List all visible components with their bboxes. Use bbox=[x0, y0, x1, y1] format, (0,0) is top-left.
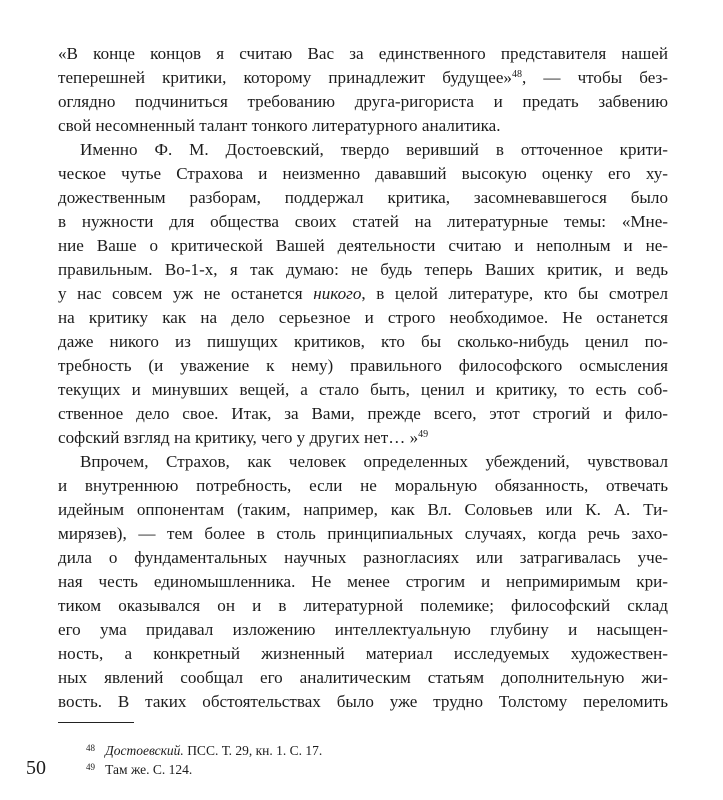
text-line bbox=[58, 426, 668, 450]
footnote-49 bbox=[86, 758, 192, 779]
page-number: 50 bbox=[26, 757, 46, 779]
footnote-ref-49[interactable]: 49 bbox=[418, 429, 429, 440]
text-line: на критику как на дело серьезное и строго необходимое. Не останется bbox=[58, 308, 668, 327]
text-line: Впрочем, Страхов, как человек определенных убеждений, чувствовал bbox=[80, 452, 668, 471]
text-fragment: у нас совсем уж не останется bbox=[58, 284, 314, 303]
text-line: вость. В таких обстоятельствах было уже трудно Толстому переломить bbox=[58, 692, 668, 711]
footnote-text: ПСС. Т. 29, кн. 1. С. 17. bbox=[183, 743, 323, 758]
text-line: в нужности для общества своих статей на литературные темы: «Мне- bbox=[58, 212, 668, 231]
text-line: его ума придавал изложению интеллектуальную глубину и насыщен- bbox=[58, 620, 668, 639]
text-fragment: теперешней критики, которому принадлежит будущее» bbox=[58, 68, 512, 87]
text-line: свой несомненный талант тонкого литературного аналитика. bbox=[58, 116, 501, 135]
text-fragment: , в целой литературе, кто бы смотрел bbox=[361, 284, 668, 303]
text-line: требность (и уважение к нему) правильного философского осмысления bbox=[58, 356, 668, 375]
footnote-ref-48[interactable]: 48 bbox=[511, 69, 522, 80]
text-line: ных явлений сообщал его аналитическим статьям дополнительную жи- bbox=[58, 668, 668, 687]
text-line: ность, а конкретный жизненный материал исследуемых художествен- bbox=[58, 644, 668, 663]
emphasis: никого bbox=[313, 284, 362, 303]
text-line: ственное дело свое. Итак, за Вами, прежде всего, этот строгий и фило- bbox=[58, 404, 668, 423]
text-line: Именно Ф. М. Достоевский, твердо веривший в отточенное крити- bbox=[80, 140, 668, 159]
text-line: и внутреннюю потребность, если не моральную обязанность, отвечать bbox=[58, 476, 668, 495]
text-line: оглядно подчиниться требованию друга-ригориста и предать забвению bbox=[58, 92, 668, 111]
text-line: идейным оппонентам (таким, например, как Вл. Соловьев или К. А. Ти- bbox=[58, 500, 668, 519]
text-line: правильным. Во-1-х, я так думаю: не будь теперь Ваших критик, и ведь bbox=[58, 260, 668, 279]
text-line: текущих и минувших вещей, а стало быть, ценил и критику, то есть соб- bbox=[58, 380, 668, 399]
footnote-separator bbox=[58, 722, 134, 723]
footnote-number: 48 bbox=[86, 743, 95, 753]
text-line bbox=[58, 282, 668, 306]
footnote-text: Там же. С. 124. bbox=[105, 762, 193, 777]
footnote-author: Достоевский. bbox=[105, 743, 184, 758]
text-line: даже никого из пишущих критиков, кто бы сколько-нибудь ценил по- bbox=[58, 332, 668, 351]
text-line: дожественным разборам, поддержал критика, засомневавшегося было bbox=[58, 188, 668, 207]
text-line bbox=[58, 66, 668, 90]
text-line: ная честь единомышленника. Не менее строгим и непримиримым кри- bbox=[58, 572, 668, 591]
footnote-48 bbox=[86, 739, 322, 760]
text-fragment: , — чтобы без- bbox=[521, 68, 668, 87]
text-line: «В конце концов я считаю Вас за единственного представителя нашей bbox=[58, 44, 668, 63]
text-line: дила о фундаментальных научных разногласиях или затрагивалась уче- bbox=[58, 548, 668, 567]
text-line: ческое чутье Страхова и неизменно дававший высокую оценку его ху- bbox=[58, 164, 668, 183]
text-line: ние Ваше о критической Вашей деятельности считаю и неполным и не- bbox=[58, 236, 668, 255]
footnote-number: 49 bbox=[86, 762, 95, 772]
text-fragment: софский взгляд на критику, чего у других нет… » bbox=[58, 428, 419, 447]
text-line: мирязев), — тем более в столь принципиальных случаях, когда речь захо- bbox=[58, 524, 668, 543]
text-line: тиком оказывался он и в литературной полемике; философский склад bbox=[58, 596, 668, 615]
